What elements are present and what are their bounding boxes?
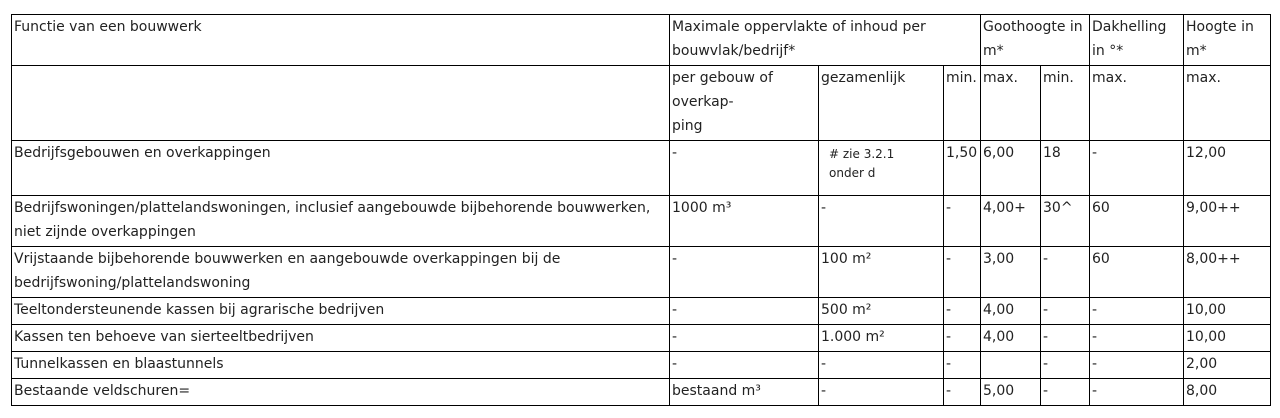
cell-hoogte: 12,00	[1184, 141, 1271, 196]
cell-gezamenlijk: -	[819, 196, 944, 247]
cell-goot-max: 4,00	[981, 325, 1041, 352]
header-row	[12, 15, 1271, 66]
cell-goot-min: -	[944, 325, 981, 352]
subheader-hoogte-max: max.	[1184, 66, 1271, 141]
cell-dak-min: -	[1041, 247, 1090, 298]
cell-gezamenlijk: 100 m²	[819, 247, 944, 298]
cell-functie: Bedrijfswoningen/plattelandswoningen, inclusief aangebouwde bijbehorende bouwwerken, niet zijnde overkappingen	[12, 196, 670, 247]
subheader-dak-max: max.	[1090, 66, 1184, 141]
header-goothoogte: Goothoogte in m*	[981, 15, 1090, 66]
cell-goot-max: 5,00	[981, 379, 1041, 406]
cell-per-gebouw: 1000 m³	[670, 196, 819, 247]
cell-dak-min: -	[1041, 325, 1090, 352]
cell-per-gebouw: -	[670, 298, 819, 325]
cell-dak-max: 60	[1090, 247, 1184, 298]
cell-goot-max: 4,00+	[981, 196, 1041, 247]
table-row	[12, 247, 1271, 298]
cell-dak-min: -	[1041, 379, 1090, 406]
cell-functie: Teeltondersteunende kassen bij agrarische bedrijven	[12, 298, 670, 325]
cell-goot-min: 1,50	[944, 141, 981, 196]
table-row	[12, 298, 1271, 325]
header-functie: Functie van een bouwwerk	[12, 15, 670, 66]
cell-goot-max: 3,00	[981, 247, 1041, 298]
subheader-row	[12, 66, 1271, 141]
cell-dak-max: 60	[1090, 196, 1184, 247]
cell-dak-min: -	[1041, 352, 1090, 379]
cell-goot-max: 4,00	[981, 298, 1041, 325]
subheader-goot-max: max.	[981, 66, 1041, 141]
table-row	[12, 352, 1271, 379]
cell-hoogte: 10,00	[1184, 325, 1271, 352]
cell-per-gebouw: -	[670, 352, 819, 379]
cell-functie: Kassen ten behoeve van sierteeltbedrijven	[12, 325, 670, 352]
header-hoogte: Hoogte in m*	[1184, 15, 1271, 66]
cell-per-gebouw: -	[670, 325, 819, 352]
subheader-dak-min: min.	[1041, 66, 1090, 141]
subheader-gezamenlijk: gezamenlijk	[819, 66, 944, 141]
cell-hoogte: 2,00	[1184, 352, 1271, 379]
cell-dak-min: 30^	[1041, 196, 1090, 247]
cell-gezamenlijk: # zie 3.2.1 onder d	[819, 141, 944, 196]
cell-per-gebouw: -	[670, 141, 819, 196]
cell-hoogte: 10,00	[1184, 298, 1271, 325]
cell-gezamenlijk: -	[819, 379, 944, 406]
subheader-goot-min: min.	[944, 66, 981, 141]
table-row	[12, 141, 1271, 196]
cell-gezamenlijk: 500 m²	[819, 298, 944, 325]
cell-dak-min: 18	[1041, 141, 1090, 196]
cell-dak-max: -	[1090, 325, 1184, 352]
cell-gezamenlijk: -	[819, 352, 944, 379]
cell-gezamenlijk: 1.000 m²	[819, 325, 944, 352]
cell-functie: Bedrijfsgebouwen en overkappingen	[12, 141, 670, 196]
cell-dak-max: -	[1090, 141, 1184, 196]
cell-dak-max: -	[1090, 352, 1184, 379]
table-row	[12, 325, 1271, 352]
cell-hoogte: 8,00	[1184, 379, 1271, 406]
cell-dak-max: -	[1090, 379, 1184, 406]
cell-goot-max: 6,00	[981, 141, 1041, 196]
cell-hoogte: 8,00++	[1184, 247, 1271, 298]
cell-goot-min: -	[944, 352, 981, 379]
header-max-oppervlakte: Maximale oppervlakte of inhoud per bouwvlak/bedrijf*	[670, 15, 981, 66]
table-row	[12, 196, 1271, 247]
cell-goot-min: -	[944, 247, 981, 298]
bouwwerken-table	[11, 14, 1271, 406]
cell-functie: Tunnelkassen en blaastunnels	[12, 352, 670, 379]
cell-functie: Vrijstaande bijbehorende bouwwerken en aangebouwde overkappingen bij de bedrijfswoning/plattelandswoning	[12, 247, 670, 298]
cell-goot-min: -	[944, 379, 981, 406]
cell-hoogte: 9,00++	[1184, 196, 1271, 247]
cell-dak-max: -	[1090, 298, 1184, 325]
header-dakhelling: Dakhelling in °*	[1090, 15, 1184, 66]
table-row	[12, 379, 1271, 406]
cell-per-gebouw: -	[670, 247, 819, 298]
cell-goot-max	[981, 352, 1041, 379]
cell-dak-min: -	[1041, 298, 1090, 325]
cell-per-gebouw: bestaand m³	[670, 379, 819, 406]
cell-goot-min: -	[944, 196, 981, 247]
subheader-per-gebouw: per gebouw of overkap- ping	[670, 66, 819, 141]
cell-goot-min: -	[944, 298, 981, 325]
cell-functie: Bestaande veldschuren=	[12, 379, 670, 406]
subheader-empty	[12, 66, 670, 141]
